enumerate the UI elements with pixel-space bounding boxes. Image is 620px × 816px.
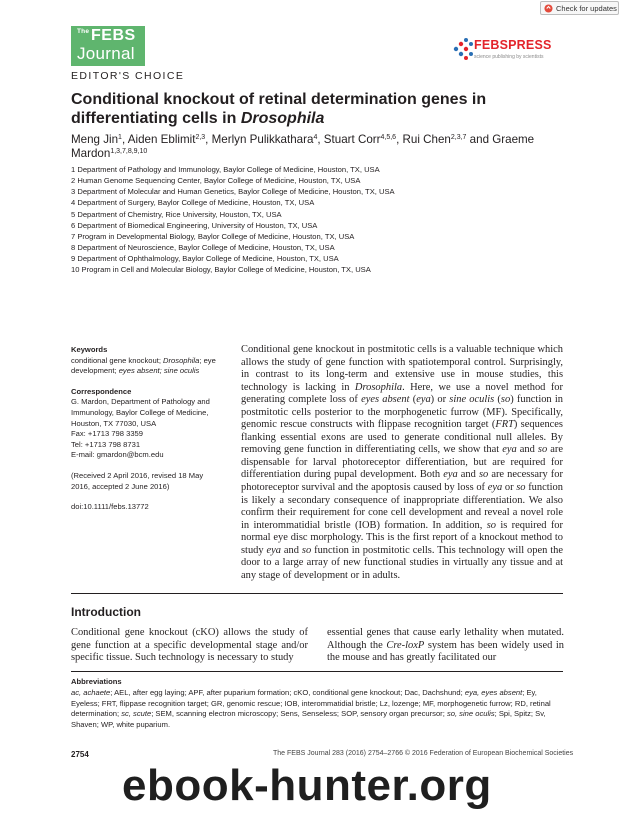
- abstract: [241, 344, 563, 582]
- abstract-run: so: [486, 519, 496, 531]
- affiliation-line: 2 Human Genome Sequencing Center, Baylor College of Medicine, Houston, TX, USA: [71, 176, 361, 186]
- introduction-heading: Introduction: [71, 605, 141, 619]
- abstract-run: function in postmitotic cells. This technology will open the door to a large array of new functional studies in virtually any tissue and at any stage of development or in adults.: [241, 544, 563, 581]
- correspondence-line: Tel: +1713 798 8731: [71, 439, 141, 449]
- abstract-run: or: [502, 482, 517, 494]
- abbreviation-run: ; SEM, scanning electron microscopy; Sens, Senseless; SOP, sensory organ precursor;: [151, 709, 447, 719]
- keyword-run: ; eye development;: [71, 355, 216, 376]
- author-name: Merlyn Pulikkathara: [211, 133, 314, 146]
- abstract-run: eya: [416, 394, 431, 406]
- abstract-run: are dispensable for larval photoreceptor differentiation, but are required for differentiation during pupal development. Both: [241, 444, 563, 481]
- keywords-text: [71, 356, 233, 377]
- correspondence-line: Houston, TX 77030, USA: [71, 418, 157, 428]
- abstract-run: and: [457, 469, 479, 481]
- abbreviations-text: [71, 688, 563, 731]
- author-list: Meng Jin$^1$, Aiden Eblimit$^{2,3}$, Merlyn Pulikkathara$^4$, Stuart Corr$^{4,5,6}$, Rui Chen$^{2,3,7}$ and Graeme Mardon$^{1,3,7,8,9,10}$: [71, 133, 535, 160]
- article-title: Conditional knockout of retinal determination genes in differentiating cells in Drosophila: [71, 91, 487, 127]
- received-dates-line: 2016, accepted 2 June 2016): [71, 481, 170, 491]
- abbreviations-heading: Abbreviations: [71, 677, 122, 686]
- abstract-run: ) sequences flanking essential exons are used to generate conditional null alleles. By removing gene function in differentiating cells, we show that: [241, 419, 563, 456]
- affiliation-line: 8 Department of Neuroscience, Baylor College of Medicine, Houston, TX, USA: [71, 243, 335, 253]
- abstract-run: so: [516, 482, 526, 494]
- abstract-run: so: [478, 469, 489, 481]
- abstract-run: Conditional gene knockout in postmitotic cells is a valuable technique which allows the study of gene function with spatiotemporal control. Surprisingly, in contrast to its long-term and extensive use in mouse studies, this technology is lacking in: [241, 344, 563, 393]
- abbreviation-run: eya, eyes absent: [464, 688, 523, 697]
- abstract-run: so: [537, 444, 548, 456]
- abstract-run: so: [500, 394, 511, 406]
- keyword-run: conditional gene knockout;: [71, 355, 164, 365]
- author-name: Stuart Corr: [323, 133, 381, 146]
- check-for-updates-label: Check for updates: [556, 4, 617, 13]
- abstract-run: ) or: [430, 394, 450, 406]
- abstract-run: eya: [266, 544, 282, 556]
- abbreviation-run: ; Spi, Spitz; Sv, Shaven; WP, white puparium.: [71, 709, 546, 730]
- correspondence-line: G. Mardon, Department of Pathology and: [71, 397, 210, 407]
- affiliation-list: [71, 164, 571, 276]
- affiliation-line: 10 Program in Cell and Molecular Biology, Baylor College of Medicine, Houston, TX, USA: [71, 265, 371, 275]
- footer-citation: The FEBS Journal 283 (2016) 2754–2766 © 2016 Federation of European Biochemical Societies: [273, 750, 574, 757]
- abstract-run: eya: [443, 469, 458, 481]
- abbreviations-divider: [71, 671, 563, 672]
- abstract-run: eyes absent: [361, 394, 410, 406]
- affiliation-line: 9 Department of Ophthalmology, Baylor College of Medicine, Houston, TX, USA: [71, 254, 339, 264]
- author-name: Aiden Eblimit: [127, 133, 196, 146]
- correspondence-line: Immunology, Baylor College of Medicine,: [71, 407, 209, 417]
- abstract-run: so: [301, 544, 312, 556]
- intro-run: system has been widely used in the mouse and has greatly facilitated our: [327, 639, 564, 664]
- abstract-run: sine oculis: [449, 394, 495, 406]
- febs-press-name: FEBSPRESS: [474, 38, 552, 52]
- abbreviation-run: sc, scute: [121, 709, 152, 719]
- affiliation-line: 6 Department of Biomedical Engineering, University of Houston, TX, USA: [71, 220, 318, 230]
- update-badge-icon: [544, 4, 553, 13]
- abstract-run: eya: [487, 482, 503, 494]
- page-number: 2754: [71, 750, 89, 759]
- check-for-updates-button[interactable]: [540, 1, 619, 15]
- author-affiliation-mark: 4: [313, 134, 318, 141]
- abstract-run: . Here, we use a novel method for generating complete loss of: [241, 381, 563, 406]
- abstract-run: Drosophila: [354, 381, 403, 393]
- intro-run: essential genes that cause early lethality when mutated. Although the: [327, 627, 564, 651]
- abstract-run: (: [494, 394, 501, 406]
- article-info-sidebar: [71, 345, 233, 523]
- author-name: Rui Chen: [402, 133, 451, 146]
- affiliation-line: 1 Department of Pathology and Immunology, Baylor College of Medicine, Houston, TX, USA: [71, 165, 380, 174]
- author-affiliation-mark: 2,3: [195, 134, 206, 141]
- received-dates-line: (Received 2 April 2016, revised 18 May: [71, 470, 204, 480]
- abstract-run: are necessary for photoreceptor survival and the apoptosis caused by loss of: [241, 469, 563, 494]
- correspondence-email-link[interactable]: E-mail: gmardon@bcm.edu: [71, 450, 164, 460]
- correspondence-heading: Correspondence: [71, 386, 132, 396]
- keywords-heading: Keywords: [71, 345, 108, 354]
- abstract-run: is required for normal eye disc morphology. This is the first report of a knockout method to study: [241, 519, 563, 556]
- abstract-run: eya: [502, 444, 517, 456]
- affiliation-line: 4 Department of Surgery, Baylor College of Medicine, Houston, TX, USA: [71, 198, 315, 208]
- abstract-run: function is likely a secondary consequence of inappropriate differentiation. We also confirm their requirement for cone cell development and reveal a novel role in interommatidial bristle (IOB) formation. In addition,: [241, 482, 563, 531]
- affiliation-line: 7 Program in Developmental Biology, Baylor College of Medicine, Houston, TX, USA: [71, 231, 355, 241]
- intro-run: Cre-loxP: [386, 639, 425, 651]
- abstract-run: (: [409, 394, 417, 406]
- abstract-run: and: [281, 544, 302, 556]
- abstract-run: FRT: [495, 419, 514, 431]
- abbreviation-run: ; Ey, Eyeless; FRT, flippase recognition target; GR, genomic rescue; IOB, interommatidial bristle; Lz, lozenge; MF, morphogenetic furrow; RD, retinal determination;: [71, 688, 551, 719]
- watermark-text: ebook-hunter.org: [122, 761, 492, 810]
- doi-link[interactable]: doi:10.1111/febs.13772: [71, 502, 149, 512]
- abstract-run: ) function in postmitotic cells posterior to the morphogenetic furrow (MF). Specifically, genomic rescue constructs with flippase recognition target (: [241, 394, 563, 431]
- abbreviation-run: ac, achaete: [71, 688, 111, 697]
- abbreviation-run: ; AEL, after egg laying; APF, after puparium formation; cKO, conditional gene knockout; Dac, Dachshund;: [110, 688, 465, 697]
- keyword-run: eyes absent; sine oculis: [118, 366, 200, 376]
- section-divider: [71, 593, 563, 594]
- author-affiliation-mark: 1: [118, 134, 122, 141]
- introduction-column-1: Conditional gene knockout (cKO) allows the study of gene function at a specific developmental stage and/or specific tissue. Such technology is necessary to study: [71, 627, 308, 664]
- affiliation-line: 3 Department of Molecular and Human Genetics, Baylor College of Medicine, Houston, TX, USA: [71, 187, 395, 197]
- febs-press-tagline: science publishing by scientists: [474, 54, 544, 60]
- abbreviation-run: so, sine oculis: [446, 709, 495, 719]
- watermark-logo: [120, 756, 620, 816]
- keyword-run: Drosophila: [163, 355, 200, 365]
- author-name: Meng Jin: [71, 133, 119, 146]
- introduction-column-2: [327, 627, 564, 665]
- author-affiliation-mark: 4,5,6: [380, 134, 397, 141]
- author-affiliation-mark: 1,3,7,8,9,10: [110, 147, 148, 155]
- affiliation-line: 5 Department of Chemistry, Rice University, Houston, TX, USA: [71, 209, 282, 219]
- author-affiliation-mark: 2,3,7: [450, 134, 467, 141]
- febs-journal-logo: The FEBS Journal: [71, 26, 145, 66]
- abstract-run: and: [516, 444, 538, 456]
- author-name: Graeme Mardon: [71, 133, 535, 160]
- correspondence-line: Fax: +1713 798 3359: [71, 429, 143, 439]
- editors-choice-label: EDITOR'S CHOICE: [71, 70, 185, 82]
